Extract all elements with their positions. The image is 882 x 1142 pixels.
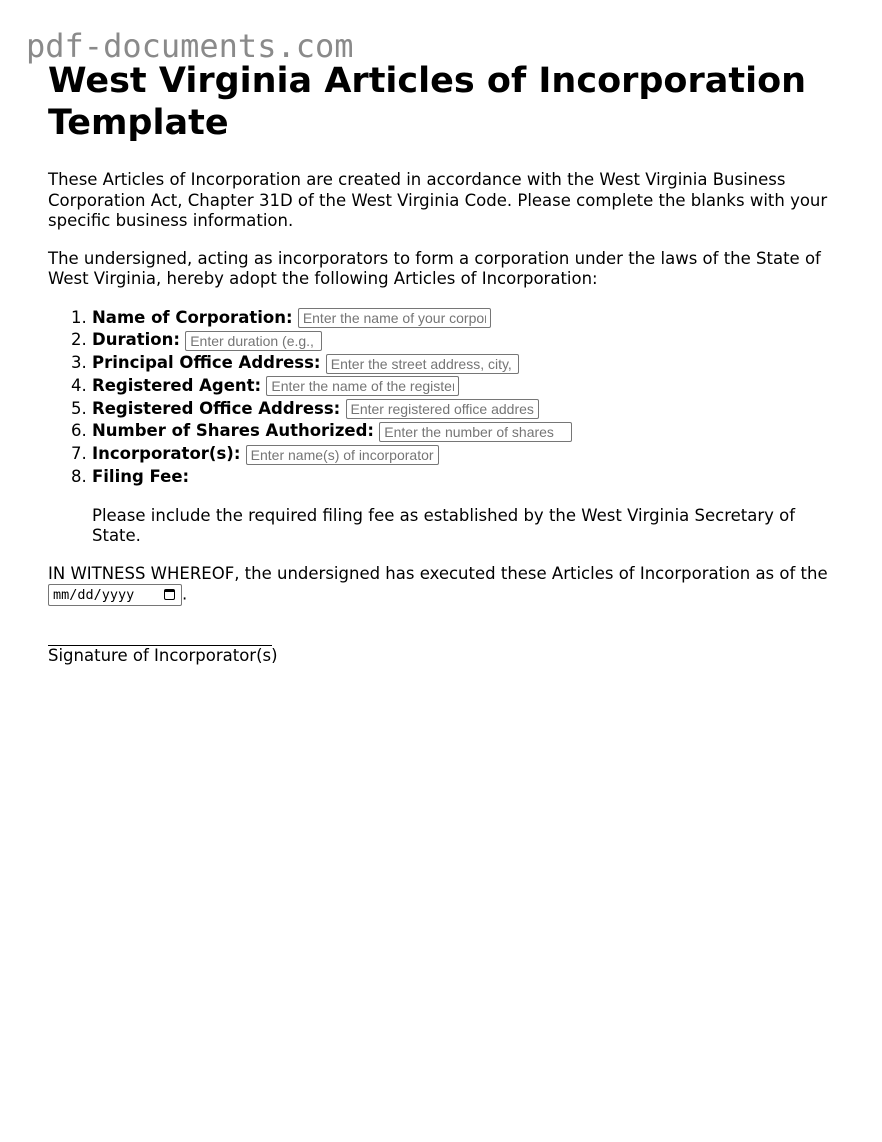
duration-label: Duration: <box>92 330 180 350</box>
corporation-name-input[interactable] <box>298 308 491 328</box>
intro-paragraph: These Articles of Incorporation are created in accordance with the West Virginia Business Corporation Act, Chapter 31D of the West Virginia Code. Please complete the blanks with your specific business information. <box>48 170 828 230</box>
witness-text: IN WITNESS WHEREOF, the undersigned has executed these Articles of Incorporation as of the <box>48 563 828 583</box>
list-item <box>92 398 838 421</box>
list-item <box>92 329 838 352</box>
number-of-shares-input[interactable] <box>379 422 572 442</box>
signature-label: Signature of Incorporator(s) <box>48 646 278 666</box>
articles-list <box>48 307 838 547</box>
registered-office-address-input[interactable] <box>346 399 539 419</box>
principal-office-address-label: Principal Office Address: <box>92 353 321 373</box>
list-item <box>92 420 838 443</box>
filing-fee-note: Please include the required filing fee as established by the West Virginia Secretary of State. <box>92 505 796 546</box>
number-of-shares-label: Number of Shares Authorized: <box>92 421 375 441</box>
filing-fee-label: Filing Fee: <box>92 467 190 487</box>
calendar-icon[interactable] <box>164 589 175 600</box>
duration-input[interactable] <box>185 331 322 351</box>
incorporators-input[interactable] <box>246 445 439 465</box>
list-item <box>92 443 838 466</box>
name-of-corporation-label: Name of Corporation: <box>92 307 293 327</box>
registered-agent-label: Registered Agent: <box>92 375 262 395</box>
witness-period: . <box>182 584 188 604</box>
witness-paragraph <box>48 564 838 607</box>
incorporators-label: Incorporator(s): <box>92 444 241 464</box>
list-item <box>92 307 838 330</box>
list-item <box>92 352 838 375</box>
signature-line <box>48 625 272 646</box>
date-input[interactable] <box>48 584 182 606</box>
registered-office-address-label: Registered Office Address: <box>92 398 341 418</box>
list-item <box>92 466 838 547</box>
page-title: West Virginia Articles of Incorporation Template <box>48 61 807 143</box>
adopt-paragraph: The undersigned, acting as incorporators to form a corporation under the laws of the State of West Virginia, hereby adopt the following Articles of Incorporation: <box>48 248 821 288</box>
watermark: pdf-documents.com <box>26 27 354 65</box>
date-placeholder: mm/dd/yyyy <box>53 587 135 604</box>
registered-agent-input[interactable] <box>266 376 459 396</box>
principal-office-address-input[interactable] <box>326 354 519 374</box>
document-body <box>48 60 838 667</box>
list-item <box>92 375 838 398</box>
